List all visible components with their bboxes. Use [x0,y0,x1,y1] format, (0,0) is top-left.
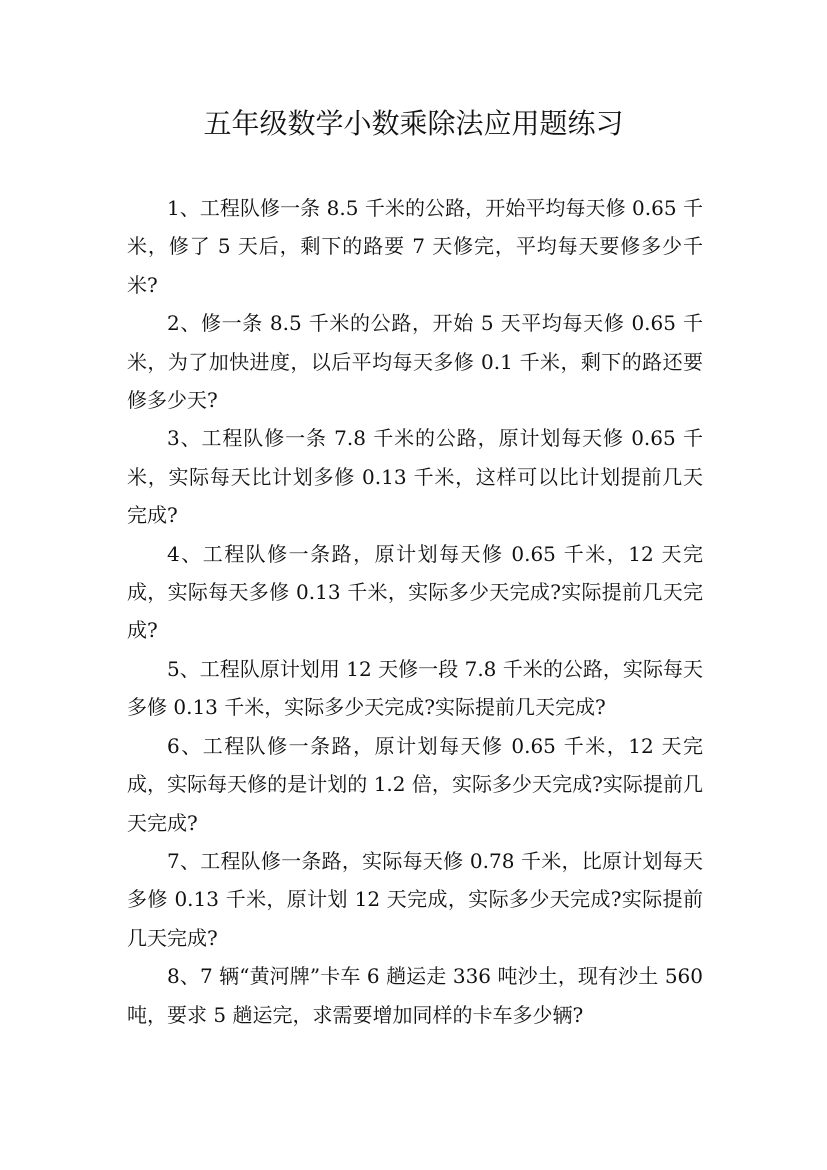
question-item-6: 6、工程队修一条路，原计划每天修 0.65 千米，12 天完成，实际每天修的是计划的 1.2 倍，实际多少天完成?实际提前几天完成? [127,733,703,835]
question-item-2: 2、修一条 8.5 千米的公路，开始 5 天平均每天修 0.65 千米，为了加快进度，以后平均每天多修 0.1 千米，剩下的路还要修多少天? [127,311,703,413]
question-item-5: 5、工程队原计划用 12 天修一段 7.8 千米的公路，实际每天多修 0.13 千米，实际多少天完成?实际提前几天完成? [127,656,703,720]
question-list [127,189,703,1034]
question-item-3: 3、工程队修一条 7.8 千米的公路，原计划每天修 0.65 千米，实际每天比计划多修 0.13 千米，这样可以比计划提前几天完成? [127,426,703,528]
question-item-7: 7、工程队修一条路，实际每天修 0.78 千米，比原计划每天多修 0.13 千米，原计划 12 天完成，实际多少天完成?实际提前几天完成? [127,848,703,950]
question-item-4: 4、工程队修一条路，原计划每天修 0.65 千米，12 天完成，实际每天多修 0.13 千米，实际多少天完成?实际提前几天完成? [127,541,703,643]
question-item-1: 1、工程队修一条 8.5 千米的公路，开始平均每天修 0.65 千米，修了 5 天后，剩下的路要 7 天修完，平均每天要修多少千米? [127,196,703,297]
question-item-8: 8、7 辆“黄河牌”卡车 6 趟运走 336 吨沙土，现有沙土 560 吨，要求 5 趟运完，求需要增加同样的卡车多少辆? [127,964,703,1027]
page-title: 五年级数学小数乘除法应用题练习 [203,107,624,140]
